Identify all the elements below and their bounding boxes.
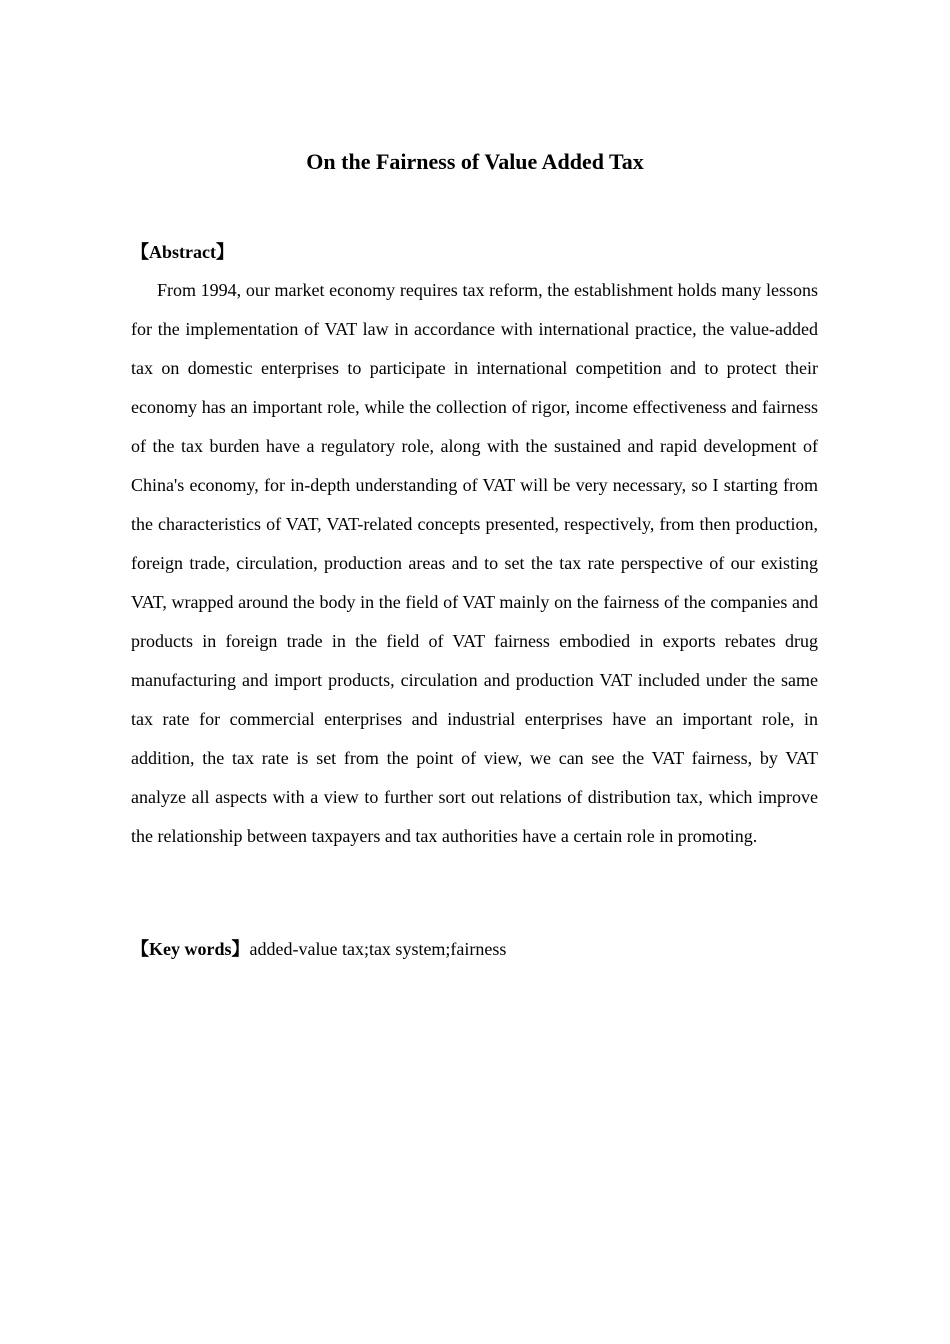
keywords-label: 【Key words】 <box>131 939 250 959</box>
abstract-heading: 【Abstract】 <box>131 242 234 262</box>
document-title: On the Fairness of Value Added Tax <box>306 149 644 174</box>
abstract-body: From 1994, our market economy requires tax reform, the establishment holds many lessons for the implementation of VAT law in accordance with international practice, the value-added tax on domestic enterprises to participate in international competition and to protect their economy has an important role, while the collection of rigor, income effectiveness and fairness of the tax burden have a regulatory role, along with the sustained and rapid development of China's economy, for in-depth understanding of VAT will be very necessary, so I starting from the characteristics of VAT, VAT-related concepts presented, respectively, from then production, foreign trade, circulation, production areas and to set the tax rate perspective of our existing VAT, wrapped around the body in the field of VAT mainly on the fairness of the companies and products in foreign trade in the field of VAT fairness embodied in exports rebates drug manufacturing and import products, circulation and production VAT included under the same tax rate for commercial enterprises and industrial enterprises have an important role, in addition, the tax rate is set from the point of view, we can see the VAT fairness, by VAT analyze all aspects with a view to further sort out relations of distribution tax, which improve the relationship between taxpayers and tax authorities have a certain role in promoting. <box>131 280 818 846</box>
keywords-line <box>131 935 818 963</box>
keywords-text: added-value tax;tax system;fairness <box>249 939 507 959</box>
